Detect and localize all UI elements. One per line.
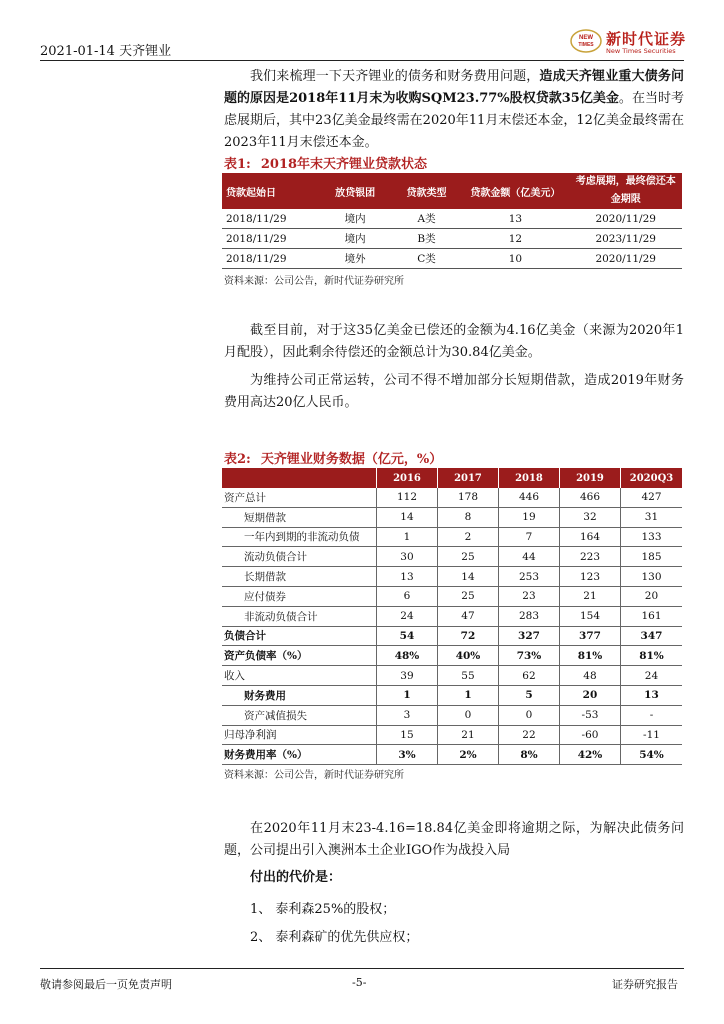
table-cell: 81% bbox=[559, 646, 620, 666]
footer-report-type: 证券研究报告 bbox=[612, 978, 678, 991]
table-cell: 20 bbox=[559, 685, 620, 705]
table-cell: 23 bbox=[498, 586, 559, 606]
table-cell: 47 bbox=[437, 606, 498, 626]
table-row bbox=[222, 586, 682, 606]
table-cell: 15 bbox=[376, 725, 437, 745]
table-cell: 5 bbox=[498, 685, 559, 705]
repayment-paragraph bbox=[224, 320, 684, 364]
table-cell: -53 bbox=[559, 705, 620, 725]
list-item: 1、 泰利森25%的股权； bbox=[250, 902, 396, 917]
table1-header: 贷款类型 bbox=[392, 173, 462, 209]
table-cell: 30 bbox=[376, 547, 437, 567]
logo-english-name: New Times Securities bbox=[606, 47, 676, 55]
logo-chinese-name: 新时代证券 bbox=[606, 30, 687, 48]
table-cell: 31 bbox=[620, 507, 682, 527]
table-cell: 1 bbox=[376, 685, 437, 705]
table-cell: C类 bbox=[392, 249, 462, 269]
loan-status-table bbox=[222, 173, 682, 269]
table-cell: 72 bbox=[437, 626, 498, 646]
table-cell: A类 bbox=[392, 209, 462, 229]
table2-body bbox=[222, 488, 682, 765]
table-cell: 44 bbox=[498, 547, 559, 567]
table-cell: 39 bbox=[376, 666, 437, 686]
table-cell: 123 bbox=[559, 567, 620, 587]
table-cell: 347 bbox=[620, 626, 682, 646]
table-cell: 133 bbox=[620, 527, 682, 547]
table-cell: 13 bbox=[620, 685, 682, 705]
row-label: 资产负债率（%） bbox=[222, 646, 376, 666]
table1-label: 表1: bbox=[224, 157, 251, 172]
table-cell: 25 bbox=[437, 586, 498, 606]
table-cell: 8 bbox=[437, 507, 498, 527]
table-cell: 10 bbox=[461, 249, 569, 269]
table-cell: 24 bbox=[620, 666, 682, 686]
financial-data-table bbox=[222, 468, 682, 765]
table2-header: 2019 bbox=[559, 468, 620, 488]
row-label: 归母净利润 bbox=[222, 725, 376, 745]
table-row bbox=[222, 705, 682, 725]
table1-caption bbox=[224, 153, 427, 172]
table-cell: 2020/11/29 bbox=[569, 249, 682, 269]
table-row bbox=[222, 527, 682, 547]
table-cell: 377 bbox=[559, 626, 620, 646]
table-cell: 54 bbox=[376, 626, 437, 646]
table-cell: 112 bbox=[376, 488, 437, 507]
table-cell: 283 bbox=[498, 606, 559, 626]
finance-cost-text: 为维持公司正常运转，公司不得不增加部分长短期借款，造成2019年财务费用高达20亿人民币。 bbox=[224, 373, 684, 410]
table-cell: 2018/11/29 bbox=[222, 209, 319, 229]
table-cell: 73% bbox=[498, 646, 559, 666]
company-logo bbox=[570, 26, 688, 60]
table-row bbox=[222, 626, 682, 646]
table-cell: 185 bbox=[620, 547, 682, 567]
table-cell: 8% bbox=[498, 745, 559, 765]
row-label: 收入 bbox=[222, 666, 376, 686]
svg-text:NEW: NEW bbox=[579, 35, 593, 41]
table-row bbox=[222, 666, 682, 686]
table-cell: 32 bbox=[559, 507, 620, 527]
row-label: 应付债券 bbox=[222, 586, 376, 606]
table2-header: 2016 bbox=[376, 468, 437, 488]
table1-title: 2018年末天齐锂业贷款状态 bbox=[260, 157, 428, 172]
table-cell: 24 bbox=[376, 606, 437, 626]
igo-text: 在2020年11月末23-4.16=18.84亿美金即将逾期之际，为解决此债务问题，公司提出引入澳洲本土企业IGO作为战投入局 bbox=[224, 821, 684, 858]
table-cell: 178 bbox=[437, 488, 498, 507]
table-cell: 2% bbox=[437, 745, 498, 765]
table-cell: 1 bbox=[376, 527, 437, 547]
table-cell: 55 bbox=[437, 666, 498, 686]
table2-title: 天齐锂业财务数据（亿元，%） bbox=[260, 452, 443, 467]
header-divider bbox=[40, 60, 684, 61]
table2-header-row bbox=[222, 468, 682, 488]
header-date-title: 2021-01-14 天齐锂业 bbox=[40, 44, 172, 59]
row-label: 一年内到期的非流动负债 bbox=[222, 527, 376, 547]
table-row bbox=[222, 209, 682, 229]
table2-source: 资料来源：公司公告，新时代证券研究所 bbox=[224, 770, 404, 781]
table-cell: 164 bbox=[559, 527, 620, 547]
intro-paragraph bbox=[224, 66, 684, 154]
price-heading: 付出的代价是： bbox=[250, 870, 342, 885]
table-row bbox=[222, 685, 682, 705]
table-cell: 0 bbox=[437, 705, 498, 725]
table-cell: 81% bbox=[620, 646, 682, 666]
table-cell: 427 bbox=[620, 488, 682, 507]
repayment-text: 截至目前，对于这35亿美金已偿还的金额为4.16亿美金（来源为2020年1月配股），因此剩余待偿还的金额总计为30.84亿美金。 bbox=[224, 323, 684, 360]
table-cell: 253 bbox=[498, 567, 559, 587]
table-cell: 12 bbox=[461, 229, 569, 249]
table2-header: 2020Q3 bbox=[620, 468, 682, 488]
table-row bbox=[222, 488, 682, 507]
intro-text-a: 我们来梳理一下天齐锂业的债务和财务费用问题， bbox=[250, 69, 540, 84]
table-cell: 48 bbox=[559, 666, 620, 686]
row-label: 短期借款 bbox=[222, 507, 376, 527]
table-cell: 48% bbox=[376, 646, 437, 666]
intro-text-b: 。在当时考虑展期后，其中23亿美金最终需在2020年11月末偿还本金，12亿美金最终需在2023年11月末偿还本金。 bbox=[224, 91, 684, 150]
footer-divider bbox=[40, 968, 684, 969]
row-label: 财务费用率（%） bbox=[222, 745, 376, 765]
table-cell: B类 bbox=[392, 229, 462, 249]
table-cell: 13 bbox=[461, 209, 569, 229]
row-label: 资产减值损失 bbox=[222, 705, 376, 725]
table-cell: 7 bbox=[498, 527, 559, 547]
row-label: 流动负债合计 bbox=[222, 547, 376, 567]
table-cell: 0 bbox=[498, 705, 559, 725]
table-cell: 130 bbox=[620, 567, 682, 587]
table-cell: 466 bbox=[559, 488, 620, 507]
table-cell: 6 bbox=[376, 586, 437, 606]
table-cell: 62 bbox=[498, 666, 559, 686]
table-cell: 40% bbox=[437, 646, 498, 666]
table1-header: 考虑展期，最终偿还本金期限 bbox=[569, 173, 682, 209]
table-cell: 54% bbox=[620, 745, 682, 765]
row-label: 财务费用 bbox=[222, 685, 376, 705]
table-cell: 19 bbox=[498, 507, 559, 527]
table-cell: 25 bbox=[437, 547, 498, 567]
table1-header: 放贷银团 bbox=[319, 173, 392, 209]
table-row bbox=[222, 249, 682, 269]
table-cell: 20 bbox=[620, 586, 682, 606]
table-cell: -11 bbox=[620, 725, 682, 745]
footer-disclaimer[interactable]: 敬请参阅最后一页免责声明 bbox=[40, 978, 172, 991]
table-cell: 42% bbox=[559, 745, 620, 765]
table-row bbox=[222, 567, 682, 587]
row-label: 负债合计 bbox=[222, 626, 376, 646]
row-label: 非流动负债合计 bbox=[222, 606, 376, 626]
table1-header-row bbox=[222, 173, 682, 209]
table2-caption bbox=[224, 448, 442, 467]
table-cell: 154 bbox=[559, 606, 620, 626]
table-cell: 14 bbox=[376, 507, 437, 527]
table-cell: 21 bbox=[437, 725, 498, 745]
table-cell: 327 bbox=[498, 626, 559, 646]
table-cell: 21 bbox=[559, 586, 620, 606]
table-cell: 境内 bbox=[319, 229, 392, 249]
table-cell: 2 bbox=[437, 527, 498, 547]
table-cell: 2018/11/29 bbox=[222, 249, 319, 269]
table-cell: 境内 bbox=[319, 209, 392, 229]
table-row bbox=[222, 547, 682, 567]
table-cell: 22 bbox=[498, 725, 559, 745]
table1-header: 贷款起始日 bbox=[222, 173, 319, 209]
table-cell: 境外 bbox=[319, 249, 392, 269]
table-cell: 1 bbox=[437, 685, 498, 705]
intro-text-bold: 造成天齐锂业重大债务问题的原因是2018年11月末为收购SQM23.77%股权贷款35亿美金 bbox=[224, 69, 684, 106]
table1-header: 贷款金额（亿美元） bbox=[461, 173, 569, 209]
table-cell: -60 bbox=[559, 725, 620, 745]
row-label: 长期借款 bbox=[222, 567, 376, 587]
table-cell: 446 bbox=[498, 488, 559, 507]
table-cell: 161 bbox=[620, 606, 682, 626]
table-cell: 2023/11/29 bbox=[569, 229, 682, 249]
list-item: 2、 泰利森矿的优先供应权； bbox=[250, 930, 419, 945]
table2-header: 2017 bbox=[437, 468, 498, 488]
table-row bbox=[222, 606, 682, 626]
table-cell: 3 bbox=[376, 705, 437, 725]
table-row bbox=[222, 725, 682, 745]
table2-header: 2018 bbox=[498, 468, 559, 488]
table-row bbox=[222, 745, 682, 765]
table-cell: 14 bbox=[437, 567, 498, 587]
table1-source: 资料来源：公司公告，新时代证券研究所 bbox=[224, 276, 404, 287]
table-row bbox=[222, 646, 682, 666]
table-cell: 223 bbox=[559, 547, 620, 567]
svg-text:TIMES: TIMES bbox=[578, 42, 594, 48]
table-row bbox=[222, 507, 682, 527]
page-number: -5- bbox=[352, 976, 367, 989]
table-cell: - bbox=[620, 705, 682, 725]
table-cell: 2018/11/29 bbox=[222, 229, 319, 249]
table-cell: 3% bbox=[376, 745, 437, 765]
table-cell: 2020/11/29 bbox=[569, 209, 682, 229]
finance-cost-paragraph bbox=[224, 370, 684, 414]
row-label: 资产总计 bbox=[222, 488, 376, 507]
table2-header bbox=[222, 468, 376, 488]
logo-mark-icon bbox=[570, 28, 602, 54]
table-cell: 13 bbox=[376, 567, 437, 587]
igo-paragraph bbox=[224, 818, 684, 862]
table-row bbox=[222, 229, 682, 249]
table2-label: 表2: bbox=[224, 452, 251, 467]
